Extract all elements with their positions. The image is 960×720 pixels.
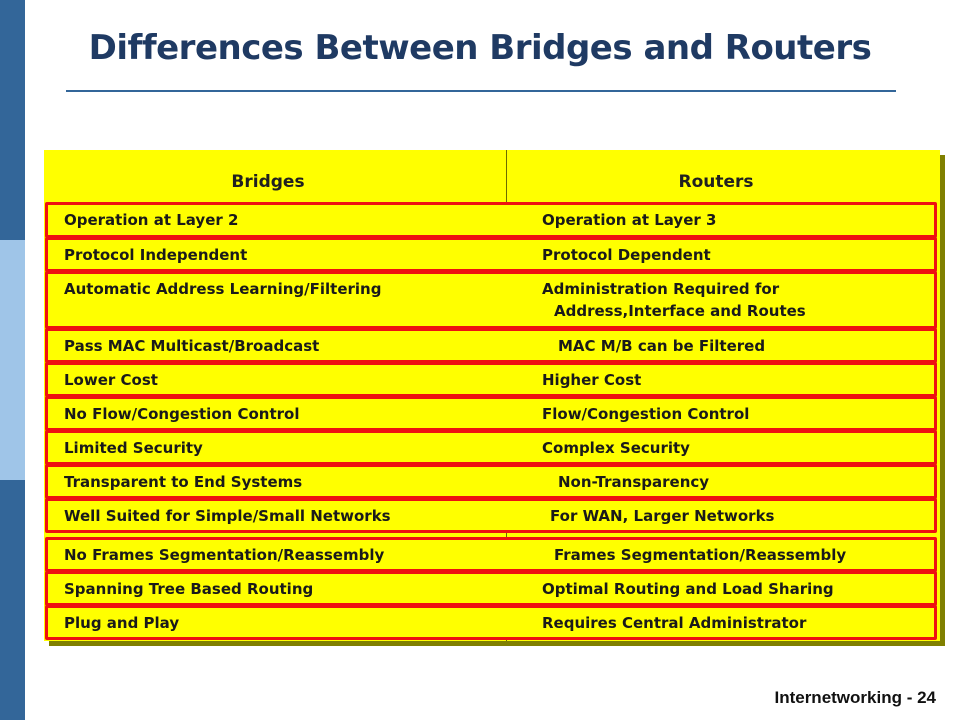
- bridges-cell: Spanning Tree Based Routing: [64, 580, 314, 598]
- table-row: [45, 396, 937, 431]
- bridges-cell: Well Suited for Simple/Small Networks: [64, 507, 391, 525]
- table-row: [45, 202, 937, 238]
- routers-cell: For WAN, Larger Networks: [550, 507, 775, 525]
- side-bar-top: [0, 0, 25, 240]
- table-row: [45, 571, 937, 606]
- routers-cell: Administration Required for: [542, 280, 780, 298]
- routers-cell: Optimal Routing and Load Sharing: [542, 580, 834, 598]
- routers-cell: Complex Security: [542, 439, 690, 457]
- table-row: [45, 237, 937, 272]
- bridges-cell: Protocol Independent: [64, 246, 248, 264]
- bridges-cell: Operation at Layer 2: [64, 211, 239, 229]
- routers-cell: Requires Central Administrator: [542, 614, 807, 632]
- bridges-cell: Transparent to End Systems: [64, 473, 303, 491]
- side-bar-middle: [0, 240, 25, 480]
- side-bar-bottom: [0, 480, 25, 720]
- slide-title: Differences Between Bridges and Routers: [88, 28, 872, 68]
- comparison-table: [44, 150, 940, 641]
- table-row: [45, 271, 937, 329]
- routers-cell-line2: Address,Interface and Routes: [554, 302, 806, 320]
- table-row: [45, 430, 937, 465]
- routers-cell: MAC M/B can be Filtered: [558, 337, 766, 355]
- bridges-cell: Pass MAC Multicast/Broadcast: [64, 337, 320, 355]
- header-bridges: Bridges: [231, 172, 305, 192]
- routers-cell: Higher Cost: [542, 371, 642, 389]
- routers-cell: Operation at Layer 3: [542, 211, 717, 229]
- bridges-cell: Lower Cost: [64, 371, 158, 389]
- title-underline: [66, 90, 896, 92]
- routers-cell: Frames Segmentation/Reassembly: [554, 546, 847, 564]
- bridges-cell: No Flow/Congestion Control: [64, 405, 300, 423]
- table-row: [45, 362, 937, 397]
- bridges-cell: Automatic Address Learning/Filtering: [64, 280, 382, 298]
- table-row: [45, 464, 937, 499]
- routers-cell: Protocol Dependent: [542, 246, 711, 264]
- header-routers: Routers: [678, 172, 754, 192]
- bridges-cell: No Frames Segmentation/Reassembly: [64, 546, 385, 564]
- routers-cell: Flow/Congestion Control: [542, 405, 750, 423]
- slide-footer: Internetworking - 24: [774, 688, 936, 707]
- table-row: [45, 537, 937, 572]
- bridges-cell: Limited Security: [64, 439, 203, 457]
- table-row: [45, 498, 937, 533]
- routers-cell: Non-Transparency: [558, 473, 710, 491]
- bridges-cell: Plug and Play: [64, 614, 180, 632]
- table-row: [45, 328, 937, 363]
- table-row: [45, 605, 937, 640]
